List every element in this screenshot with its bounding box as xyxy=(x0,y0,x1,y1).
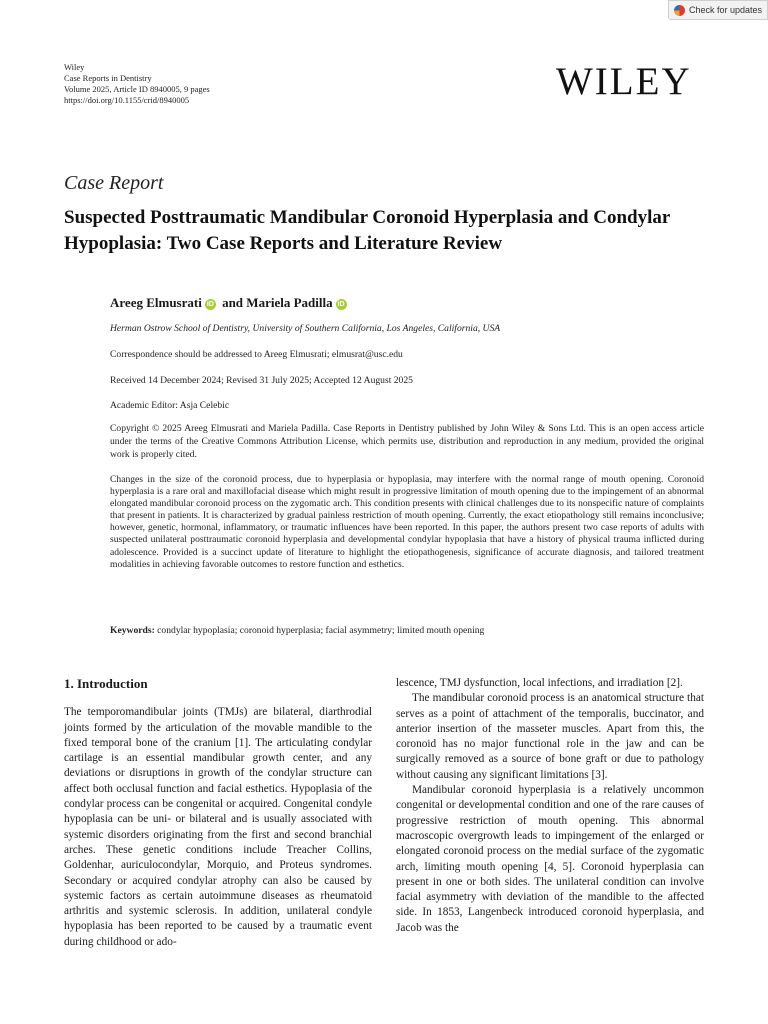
academic-editor: Academic Editor: Asja Celebic xyxy=(110,400,230,411)
copyright-notice: Copyright © 2025 Areeg Elmusrati and Mariela Padilla. Case Reports in Dentistry published by John Wiley & Sons Ltd. This is an open access article under the terms of the Creative Commons Attribution License, which permits use, distribution and reproduction in any medium, provided the original work is properly cited. xyxy=(110,423,704,460)
affiliation: Herman Ostrow School of Dentistry, University of Southern California, Los Angeles, California, USA xyxy=(110,323,501,334)
author-name[interactable]: Mariela Padilla xyxy=(246,295,333,310)
body-paragraph: The temporomandibular joints (TMJs) are bilateral, diarthrodial joints formed by the articulation of the movable mandible to the fixed temporal bone of the cranium [1]. The articulating condylar cartilage is an essential mandibular growth center, and any deviations or disruptions in growth of the condylar structure can affect both occlusal function and facial esthetics. Hypoplasia of the condylar process can be congenital or acquired. Congenital condyle hypoplasia can be uni- or bilateral and is usually associated with systemic disorders originating from the first and second branchial arches. These genetic conditions include Treacher Collins, Goldenhar, auriculocondylar, Morquio, and Proteus syndromes. Secondary or acquired condylar atrophy can also be caused by systemic factors as certain autoimmune diseases as rheumatoid arthritis and systemic sclerosis. In addition, unilateral condyle hypoplasia has been reported to be caused by a traumatic event during childhood or ado- xyxy=(64,706,372,948)
body-paragraph: Mandibular coronoid hyperplasia is a relatively uncommon congenital or developmental condition and one of the rare causes of progressive restriction of mouth opening. This abnormal macroscopic overgrowth leads to impingement of the enlarged or elongated coronoid process on the medial surface of the zygomatic arch, limiting mouth opening [4, 5]. Coronoid hyperplasia can present in one or both sides. The unilateral condition can involve facial asymmetry with deviation of the mandible to the affected side. In 1853, Langenbeck introduced coronoid hyperplasia, and Jacob was the xyxy=(396,784,704,934)
keywords-label: Keywords: xyxy=(110,625,155,636)
body-paragraph: The mandibular coronoid process is an anatomical structure that serves as a point of attachment of the temporalis, buccinator, and anterior insertion of the masseter muscles. Apart from this, the coronoid has no major functional role in the jaw and can be surgically removed as a source of bone graft or due to pathology without causing any significant limitations [3]. xyxy=(396,692,704,781)
publication-dates: Received 14 December 2024; Revised 31 July 2025; Accepted 12 August 2025 xyxy=(110,375,413,386)
article-type: Case Report xyxy=(64,172,164,194)
crossmark-icon xyxy=(674,5,685,16)
body-column-right xyxy=(396,676,704,936)
doi-link[interactable]: https://doi.org/10.1155/crid/8940005 xyxy=(64,95,190,105)
keywords-list: condylar hypoplasia; coronoid hyperplasia; facial asymmetry; limited mouth opening xyxy=(157,625,485,636)
author-conjunction: and xyxy=(222,295,244,310)
check-for-updates-label: Check for updates xyxy=(689,5,763,15)
wiley-logo: WILEY xyxy=(556,60,692,103)
volume-line: Volume 2025, Article ID 8940005, 9 pages xyxy=(64,84,210,94)
abstract: Changes in the size of the coronoid process, due to hyperplasia or hypoplasia, may interfere with the normal range of mouth opening. Coronoid hyperplasia is a rare oral and maxillofacial disease which might result in progressive limitation of mouth opening due to the impingement of an abnormal elongated mandibular coronoid process on the zygomatic arch. This condition presents with clinical challenges due to its nonspecific nature of complaints that present in patients. It is characterized by gradual painless restriction of mouth opening. Currently, the exact etiopathology still remains inconclusive; however, genetic, hormonal, inflammatory, or traumatic influences have been reported. In this paper, the authors present two case reports of adults with suspected unilateral posttraumatic coronoid hyperplasia and developmental condylar hypoplasia that have a history of physical trauma inflicted during adolescence. Provided is a succinct update of literature to highlight the etiopathogenesis, significance of accurate diagnosis, and tailored treatment modalities in achieving favorable outcomes to restore function and esthetics. xyxy=(110,474,704,570)
body-paragraph: lescence, TMJ dysfunction, local infections, and irradiation [2]. xyxy=(396,677,683,689)
author-name[interactable]: Areeg Elmusrati xyxy=(110,295,202,310)
section-heading: 1. Introduction xyxy=(64,676,148,691)
journal-meta xyxy=(64,62,210,106)
orcid-icon[interactable]: iD xyxy=(206,301,214,308)
author-list xyxy=(110,295,350,311)
check-for-updates-badge[interactable] xyxy=(668,0,768,20)
keywords xyxy=(110,624,484,637)
orcid-icon[interactable]: iD xyxy=(337,301,345,308)
correspondence: Correspondence should be addressed to Areeg Elmusrati; elmusrat@usc.edu xyxy=(110,349,403,360)
journal-line: Case Reports in Dentistry xyxy=(64,73,152,83)
publisher-line: Wiley xyxy=(64,62,85,72)
article-title: Suspected Posttraumatic Mandibular Coronoid Hyperplasia and Condylar Hypoplasia: Two Case Reports and Literature Review xyxy=(64,207,670,254)
body-column-left xyxy=(64,676,372,950)
